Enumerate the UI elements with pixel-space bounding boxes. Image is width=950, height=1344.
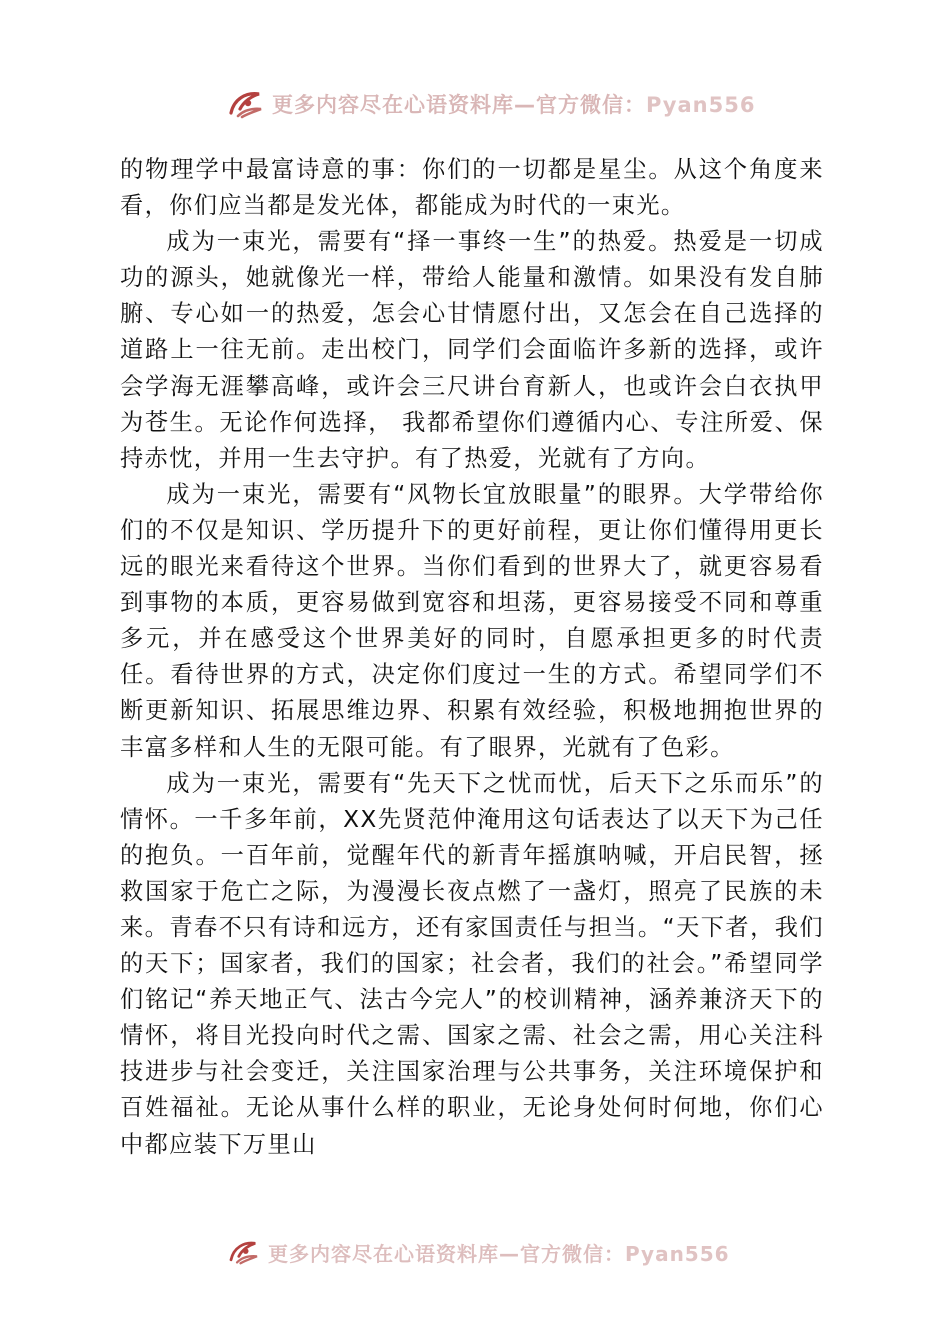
paragraph-passion: 成为一束光，需要有“择一事终一生”的热爱。热爱是一切成功的源头，她就像光一样，带给人能量和激情。如果没有发自肺腑、专心如一的热爱，怎会心甘情愿付出，又怎会在自己选择的道路上一往无前。走出校门，同学们会面临许多新的选择，或许会学海无涯攀高峰，或许会三尺讲台育新人，也或许会白衣执甲为苍生。无论作何选择， 我都希望你们遵循内心、专注所爱、保持赤忱，并用一生去守护。有了热爱，光就有了方向。 (120, 228, 824, 472)
page-header-banner (228, 84, 755, 124)
header-banner-text (272, 89, 755, 119)
footer-wechat-id: Pyan556 (625, 1241, 730, 1266)
document-body (120, 152, 824, 1163)
footer-banner-text (268, 1238, 730, 1267)
paragraph-feelings: 成为一束光，需要有“先天下之忧而忧，后天下之乐而乐”的情怀。一千多年前，XX先贤范仲淹用这句话表达了以天下为己任的抱负。一百年前，觉醒年代的新青年摇旗呐喊，开启民智，拯救国家于危亡之际，为漫漫长夜点燃了一盏灯，照亮了民族的未来。青春不只有诗和远方，还有家国责任与担当。“天下者，我们的天下；国家者，我们的国家；社会者，我们的社会。”希望同学们铭记“养天地正气、法古今完人”的校训精神，涵养兼济天下的情怀，将目光投向时代之需、国家之需、社会之需，用心关注科技进步与社会变迁，关注国家治理与公共事务，关注环境保护和百姓福祉。无论从事什么样的职业，无论身处何时何地，你们心中都应装下万里山 (120, 769, 824, 1158)
header-banner-main: 更多内容尽在心语资料库—官方微信： (272, 93, 646, 117)
paragraph-continued: 的物理学中最富诗意的事：你们的一切都是星尘。从这个角度来看，你们应当都是发光体，都能成为时代的一束光。 (120, 156, 824, 220)
header-wechat-id: Pyan556 (646, 93, 756, 117)
footer-logo-icon (228, 1239, 260, 1265)
brand-logo-icon (228, 89, 264, 119)
footer-banner-main: 更多内容尽在心语资料库—官方微信： (268, 1241, 625, 1266)
paragraph-vision: 成为一束光，需要有“风物长宜放眼量”的眼界。大学带给你们的不仅是知识、学历提升下的更好前程，更让你们懂得用更长远的眼光来看待这个世界。当你们看到的世界大了，就更容易看到事物的本质，更容易做到宽容和坦荡，更容易接受不同和尊重多元，并在感受这个世界美好的同时，自愿承担更多的时代责任。看待世界的方式，决定你们度过一生的方式。希望同学们不断更新知识、拓展思维边界、积累有效经验，积极地拥抱世界的丰富多样和人生的无限可能。有了眼界，光就有了色彩。 (120, 480, 824, 761)
page-footer-banner (228, 1237, 730, 1267)
